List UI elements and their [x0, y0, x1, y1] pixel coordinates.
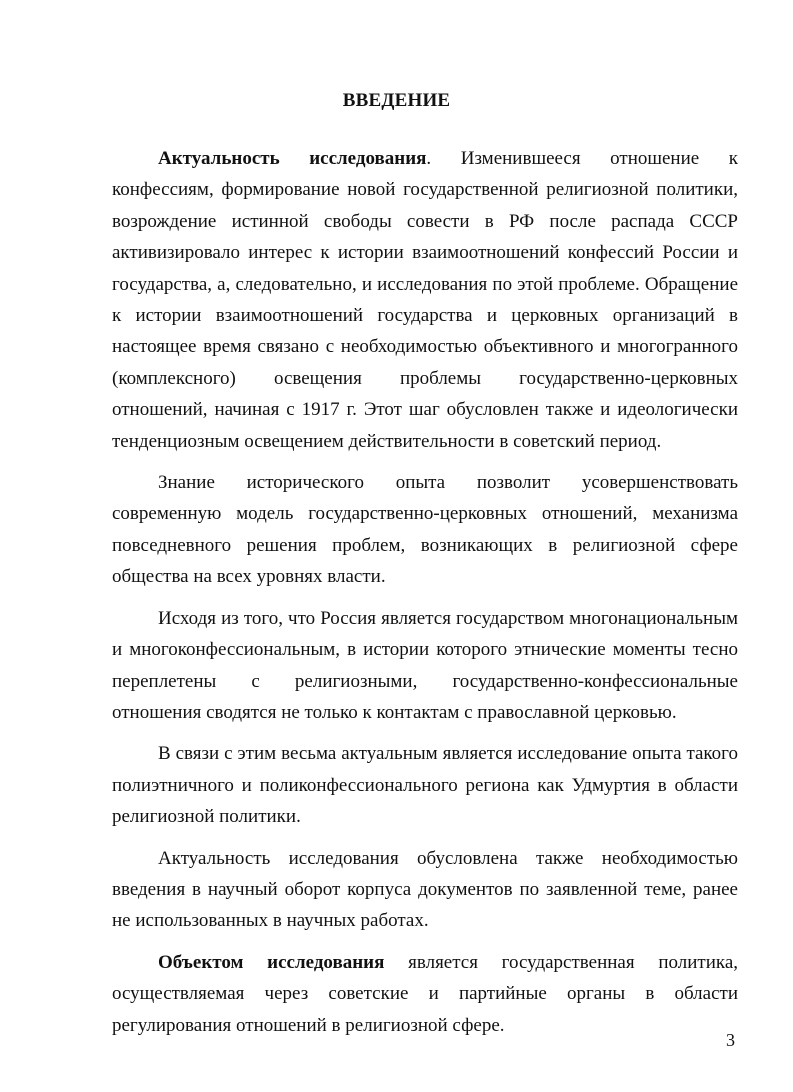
paragraph-text: Знание исторического опыта позволит усовершенствовать современную модель государственно-церковных отношений, механизма повседневного решения проблем, возникающих в религиозной сфере общества на всех уровнях власти. [112, 472, 738, 588]
paragraph-text: Исходя из того, что Россия является государством многонациональным и многоконфессиональным, в истории которого этнические моменты тесно переплетены с религиозными, государственно-конфессиональные отношения сводятся не только к контактам с православной церковью. [112, 607, 738, 723]
document-body [112, 143, 738, 1051]
bold-lead: Объектом исследования [158, 951, 385, 973]
paragraph-text: В связи с этим весьма актуальным является исследование опыта такого полиэтничного и поликонфессионального региона как Удмуртия в области религиозной политики. [112, 743, 738, 828]
page-number: 3 [726, 1030, 735, 1050]
paragraph-relevance [112, 143, 738, 457]
paragraph-documents [112, 843, 738, 937]
paragraph-text: Актуальность исследования обусловлена также необходимостью введения в научный оборот корпуса документов по заявленной теме, ранее не использованных в научных работах. [112, 847, 738, 932]
page-title: ВВЕДЕНИЕ [342, 90, 451, 111]
paragraph-udmurtia [112, 738, 738, 832]
paragraph-multinational-state [112, 603, 738, 729]
paragraph-text: . Изменившееся отношение к конфессиям, формирование новой государственной религиозной политики, возрождение истинной свободы совести в РФ после распада СССР активизировало интерес к истории взаимоотношений конфессий России и государства, а, следовательно, и исследования по этой проблеме. Обращение к истории взаимоотношений государства и церковных организаций в настоящее время связано с необходимостью объективного и многогранного (комплексного) освещения проблемы государственно-церковных отношений, начиная с 1917 г. Этот шаг обусловлен также и идеологически тенденциозным освещением действительности в советский период. [112, 148, 738, 452]
paragraph-historical-experience [112, 467, 738, 593]
paragraph-text: является государственная политика, осуществляемая через советские и партийные органы в области регулирования отношений в религиозной сфере. [112, 951, 738, 1036]
paragraph-research-object [112, 947, 738, 1041]
bold-lead: Актуальность исследования [158, 148, 427, 169]
